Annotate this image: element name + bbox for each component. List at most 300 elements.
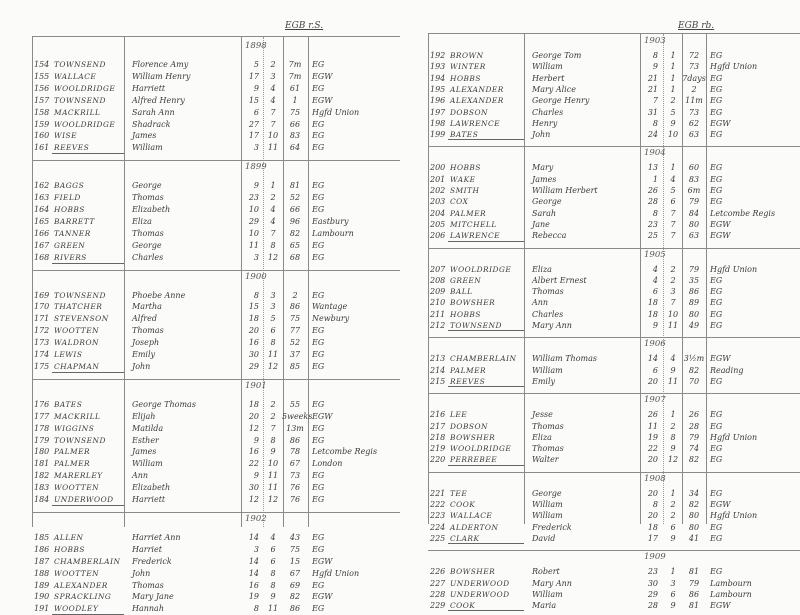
- abode: EG: [710, 298, 723, 308]
- surname: SMITH: [450, 186, 480, 195]
- burial-day: 6: [253, 107, 259, 117]
- surname: LEWIS: [54, 350, 83, 359]
- abode: Hgfd Union: [312, 107, 360, 117]
- burial-month: 6: [270, 544, 276, 554]
- age: 83: [688, 174, 700, 184]
- forename: Matilda: [132, 423, 164, 433]
- register-entry: [428, 208, 800, 219]
- surname: WIGGINS: [54, 423, 95, 433]
- forename: Charles: [532, 309, 564, 319]
- age: 62: [688, 118, 700, 128]
- abode: EG: [710, 455, 723, 465]
- age: 37: [289, 350, 301, 359]
- surname: UNDERWOOD: [450, 578, 510, 588]
- burial-day: 17: [248, 71, 259, 81]
- age: 81: [289, 181, 301, 191]
- register-entry: [32, 142, 400, 153]
- age: 43: [289, 532, 301, 542]
- year-label: 1902: [245, 513, 267, 524]
- age: 82: [289, 592, 301, 602]
- abode: EG: [710, 444, 723, 454]
- age: 60: [688, 163, 700, 173]
- burial-month: 12: [267, 252, 279, 262]
- surname: WOOLDRIDGE: [450, 264, 512, 274]
- age: 68: [289, 252, 301, 262]
- entry-number: 218: [430, 432, 446, 442]
- register-entry: [428, 286, 800, 297]
- burial-day: 8: [253, 290, 259, 300]
- burial-day: 8: [652, 500, 658, 509]
- burial-day: 8: [652, 208, 658, 218]
- burial-day: 10: [248, 205, 259, 214]
- age: 76: [289, 495, 301, 504]
- abode: EG: [312, 544, 325, 554]
- entry-number: 188: [34, 568, 50, 578]
- abode: EGW: [312, 411, 333, 421]
- age: 7m: [288, 60, 302, 69]
- forename: David: [532, 533, 556, 543]
- surname: TOWNSEND: [54, 60, 106, 69]
- entry-number: 221: [430, 488, 446, 498]
- burial-register-table: [32, 36, 400, 614]
- year-label: 1899: [245, 162, 267, 173]
- surname: WALLACE: [450, 511, 493, 521]
- register-entry: [428, 309, 800, 320]
- register-entry: [428, 162, 800, 173]
- forename: Thomas: [132, 326, 164, 336]
- entry-number: 162: [34, 181, 50, 191]
- age: 13m: [286, 423, 304, 433]
- register-entry: [32, 301, 400, 312]
- forename: Emily: [532, 376, 556, 386]
- abode: EG: [710, 488, 723, 498]
- burial-day: 9: [253, 83, 259, 93]
- block-underline: [52, 372, 124, 373]
- abode: Lambourn: [710, 578, 752, 588]
- surname: COOK: [450, 500, 476, 509]
- entry-number: 163: [34, 193, 50, 203]
- surname: TANNER: [54, 228, 91, 238]
- burial-month: 2: [670, 275, 676, 285]
- burial-day: 12: [248, 495, 259, 504]
- forename: Sarah: [532, 208, 556, 218]
- year-label: 1903: [644, 36, 666, 46]
- register-entry: [428, 421, 800, 432]
- register-entry: [428, 409, 800, 420]
- entry-number: 195: [430, 84, 446, 94]
- surname: TOWNSEND: [450, 321, 502, 330]
- year-separator: [428, 146, 800, 147]
- surname: WOOTTEN: [54, 326, 100, 336]
- burial-day: 29: [248, 361, 259, 371]
- forename: James: [132, 131, 157, 141]
- burial-month: 1: [670, 62, 676, 72]
- age: 73: [688, 62, 700, 72]
- forename: Joseph: [132, 338, 160, 348]
- burial-day: 24: [647, 130, 658, 140]
- block-underline: [448, 543, 524, 544]
- forename: Henry: [532, 118, 558, 128]
- surname: MACKRILL: [54, 411, 101, 421]
- entry-number: 185: [34, 532, 50, 542]
- entry-number: 202: [430, 186, 446, 195]
- burial-month: 1: [670, 73, 676, 83]
- burial-month: 5: [670, 107, 676, 117]
- entry-number: 186: [34, 544, 50, 554]
- burial-month: 1: [270, 181, 276, 191]
- abode: EG: [710, 321, 723, 330]
- age: 1: [292, 95, 298, 105]
- register-entry: [32, 192, 400, 203]
- abode: EGW: [312, 556, 333, 566]
- surname: BATES: [450, 130, 479, 140]
- register-entry: [32, 71, 400, 82]
- register-entry: [428, 353, 800, 364]
- entry-number: 211: [430, 309, 446, 319]
- surname: BARRETT: [54, 216, 95, 226]
- burial-day: 9: [652, 62, 658, 72]
- forename: James: [532, 174, 557, 184]
- abode: EG: [312, 580, 325, 590]
- forename: Hannah: [132, 604, 164, 614]
- forename: Harriet Ann: [132, 532, 181, 542]
- abode: EG: [312, 399, 325, 409]
- entry-number: 177: [34, 411, 50, 421]
- entry-number: 203: [430, 197, 446, 207]
- age: 34: [688, 488, 700, 498]
- forename: Jane: [532, 219, 550, 229]
- burial-month: 2: [670, 511, 676, 521]
- register-entry: [428, 510, 800, 521]
- register-entry: [428, 275, 800, 286]
- surname: UNDERWOOD: [54, 495, 114, 504]
- abode: EG: [710, 84, 723, 94]
- register-entry: [428, 578, 800, 589]
- forename: Elizabeth: [132, 483, 171, 493]
- forename: Charles: [132, 252, 164, 262]
- burial-month: 5: [670, 186, 676, 195]
- entry-number: 212: [430, 321, 446, 330]
- age: 82: [688, 500, 700, 509]
- register-entry: [428, 264, 800, 275]
- entry-number: 227: [430, 578, 446, 588]
- register-entry: [428, 118, 800, 129]
- entry-number: 223: [430, 511, 446, 521]
- forename: Eliza: [532, 432, 552, 442]
- forename: George: [532, 488, 562, 498]
- age: 63: [688, 130, 700, 140]
- burial-month: 4: [270, 83, 276, 93]
- entry-number: 165: [34, 216, 50, 226]
- abode: EGW: [312, 71, 333, 81]
- age: 82: [688, 455, 700, 465]
- abode: EG: [312, 205, 325, 214]
- age: 86: [289, 302, 301, 312]
- burial-month: 6: [670, 589, 676, 599]
- burial-day: 3: [253, 143, 259, 153]
- burial-month: 7: [670, 231, 676, 241]
- abode: EG: [312, 495, 325, 504]
- forename: Mary Ann: [532, 321, 572, 330]
- surname: MACKRILL: [54, 107, 101, 117]
- age: 76: [289, 483, 301, 493]
- register-entry: [32, 95, 400, 106]
- surname: PERREBEE: [450, 455, 498, 465]
- entry-number: 200: [430, 163, 446, 173]
- surname: ALEXANDER: [450, 84, 504, 94]
- entry-number: 170: [34, 302, 50, 312]
- block-underline: [448, 465, 524, 466]
- forename: Thomas: [132, 580, 164, 590]
- entry-number: 204: [430, 208, 446, 218]
- age: 52: [289, 193, 301, 203]
- surname: HOBBS: [450, 163, 481, 173]
- entry-number: 225: [430, 533, 446, 543]
- register-entry: [32, 544, 400, 555]
- burial-month: 9: [670, 365, 676, 375]
- burial-day: 15: [248, 302, 259, 312]
- forename: Albert Ernest: [532, 275, 587, 285]
- entry-number: 207: [430, 264, 446, 274]
- burial-day: 4: [652, 275, 658, 285]
- age: 65: [289, 240, 301, 250]
- surname: GREEN: [450, 275, 482, 285]
- entry-number: 159: [34, 119, 50, 129]
- burial-month: 7: [270, 228, 276, 238]
- burial-day: 18: [248, 314, 259, 324]
- surname: ALDERTON: [450, 522, 499, 532]
- age: 79: [688, 264, 700, 274]
- register-entry: [428, 50, 800, 61]
- burial-day: 16: [248, 338, 259, 348]
- year-label: 1900: [245, 271, 267, 282]
- surname: PALMER: [54, 447, 91, 457]
- burial-month: 7: [270, 119, 276, 129]
- burial-month: 3: [270, 302, 276, 312]
- burial-day: 23: [647, 567, 658, 577]
- surname: BOWSHER: [450, 567, 496, 577]
- register-entry: [428, 566, 800, 577]
- burial-day: 28: [647, 197, 658, 207]
- abode: EG: [312, 252, 325, 262]
- entry-number: 179: [34, 435, 50, 445]
- burial-day: 20: [647, 455, 658, 465]
- burial-month: 9: [270, 447, 276, 457]
- forename: Thomas: [532, 444, 564, 454]
- abode: EG: [710, 130, 723, 140]
- surname: WAKE: [450, 174, 476, 184]
- forename: Mary Alice: [532, 84, 576, 94]
- register-entry: [428, 297, 800, 308]
- entry-number: 201: [430, 174, 446, 184]
- abode: EG: [312, 361, 325, 371]
- surname: HOBBS: [54, 205, 85, 214]
- burial-day: 21: [647, 73, 658, 83]
- forename: Thomas: [132, 228, 164, 238]
- year-label: 1909: [644, 552, 666, 563]
- entry-number: 181: [34, 459, 50, 469]
- entry-number: 176: [34, 399, 50, 409]
- age: 41: [688, 533, 700, 543]
- entry-number: 206: [430, 231, 446, 241]
- abode: Hgfd Union: [710, 264, 758, 274]
- burial-month: 8: [270, 580, 276, 590]
- age: 96: [289, 216, 301, 226]
- forename: Shadrack: [132, 119, 171, 129]
- burial-day: 30: [248, 483, 259, 493]
- burial-month: 4: [270, 205, 276, 214]
- burial-month: 5: [270, 314, 276, 324]
- burial-month: 7: [670, 208, 676, 218]
- burial-day: 6: [652, 287, 658, 297]
- abode: Lambourn: [710, 589, 752, 599]
- burial-month: 11: [267, 483, 279, 493]
- burial-day: 3: [253, 544, 259, 554]
- register-entry: [428, 499, 800, 510]
- year-separator: [32, 512, 400, 513]
- age: 11m: [685, 96, 703, 106]
- abode: EG: [312, 181, 325, 191]
- burial-month: 9: [670, 444, 676, 454]
- burial-day: 29: [248, 216, 259, 226]
- burial-day: 21: [647, 84, 658, 94]
- abode: EG: [312, 60, 325, 69]
- abode: EG: [312, 326, 325, 336]
- age: 86: [289, 604, 301, 614]
- age: 15: [289, 556, 301, 566]
- register-entry: [32, 458, 400, 469]
- burial-day: 26: [647, 410, 658, 420]
- surname: COOK: [450, 601, 476, 611]
- surname: TOWNSEND: [54, 95, 106, 105]
- age: 79: [688, 197, 700, 207]
- burial-month: 7: [270, 423, 276, 433]
- burial-day: 20: [647, 511, 658, 521]
- forename: Maria: [532, 601, 557, 611]
- burial-month: 12: [667, 455, 679, 465]
- abode: London: [312, 459, 343, 469]
- burial-month: 3: [670, 287, 676, 297]
- forename: Walter: [532, 455, 559, 465]
- forename: George: [132, 181, 162, 191]
- age: 28: [688, 421, 700, 431]
- burial-month: 7: [270, 107, 276, 117]
- burial-day: 8: [253, 604, 259, 614]
- block-underline: [448, 386, 524, 387]
- burial-month: 2: [270, 60, 276, 69]
- entry-number: 219: [430, 444, 446, 454]
- entry-number: 161: [34, 143, 50, 153]
- entry-number: 198: [430, 118, 446, 128]
- age: 75: [289, 314, 301, 324]
- burial-month: 10: [267, 131, 279, 141]
- burial-month: 4: [270, 532, 276, 542]
- entry-number: 209: [430, 287, 446, 297]
- burial-day: 17: [647, 533, 658, 543]
- burial-day: 9: [253, 471, 259, 481]
- year-separator: [32, 160, 400, 161]
- burial-month: 8: [270, 568, 276, 578]
- register-entry: [32, 119, 400, 130]
- year-label: 1908: [644, 473, 666, 484]
- surname: PALMER: [450, 208, 487, 218]
- surname: CLARK: [450, 533, 480, 543]
- age: 80: [688, 522, 700, 532]
- register-entry: [32, 580, 400, 591]
- burial-day: 18: [647, 309, 658, 319]
- forename: John: [532, 130, 551, 140]
- age: 52: [289, 338, 301, 348]
- age: 63: [688, 231, 700, 241]
- year-separator: [428, 248, 800, 249]
- burial-register-table: [428, 33, 800, 611]
- burial-month: 7: [670, 298, 676, 308]
- burial-month: 6: [270, 556, 276, 566]
- age: 7days: [682, 73, 706, 83]
- entry-number: 173: [34, 338, 50, 348]
- page-heading: EGB rb.: [678, 21, 715, 31]
- year-separator: [428, 337, 800, 338]
- burial-day: 9: [253, 435, 259, 445]
- register-entry: [32, 59, 400, 70]
- age: 80: [688, 219, 700, 229]
- surname: BATES: [54, 399, 83, 409]
- forename: Martha: [132, 302, 162, 312]
- forename: Thomas: [532, 287, 564, 297]
- burial-day: 26: [647, 186, 658, 195]
- surname: WOOLDRIDGE: [450, 444, 512, 454]
- burial-month: 2: [270, 399, 276, 409]
- burial-day: 15: [248, 95, 259, 105]
- forename: Florence Amy: [132, 60, 189, 69]
- burial-day: 13: [647, 163, 658, 173]
- burial-day: 17: [248, 131, 259, 141]
- entry-number: 196: [430, 96, 446, 106]
- surname: UNDERWOOD: [450, 589, 510, 599]
- forename: William: [532, 589, 563, 599]
- abode: EG: [312, 435, 325, 445]
- entry-number: 194: [430, 73, 446, 83]
- burial-day: 14: [248, 556, 259, 566]
- forename: Alfred: [132, 314, 157, 324]
- burial-month: 6: [670, 522, 676, 532]
- forename: John: [132, 361, 151, 371]
- age: 86: [289, 435, 301, 445]
- block-underline: [448, 330, 524, 331]
- abode: Newbury: [312, 314, 350, 324]
- entry-number: 175: [34, 361, 50, 371]
- burial-month: 3: [270, 290, 276, 300]
- abode: EG: [710, 163, 723, 173]
- burial-day: 3: [253, 252, 259, 262]
- year-separator: [32, 379, 400, 380]
- burial-day: 16: [248, 580, 259, 590]
- abode: EGW: [710, 219, 731, 229]
- entry-number: 166: [34, 228, 50, 238]
- forename: James: [132, 447, 157, 457]
- forename: George Thomas: [132, 399, 196, 409]
- abode: EG: [312, 131, 325, 141]
- register-entry: [32, 411, 400, 422]
- forename: Mary: [532, 163, 554, 173]
- burial-month: 1: [670, 84, 676, 94]
- burial-month: 8: [270, 338, 276, 348]
- register-entry: [32, 337, 400, 348]
- register-entry: [32, 349, 400, 360]
- block-underline: [52, 505, 124, 506]
- entry-number: 205: [430, 219, 446, 229]
- abode: EG: [312, 471, 325, 481]
